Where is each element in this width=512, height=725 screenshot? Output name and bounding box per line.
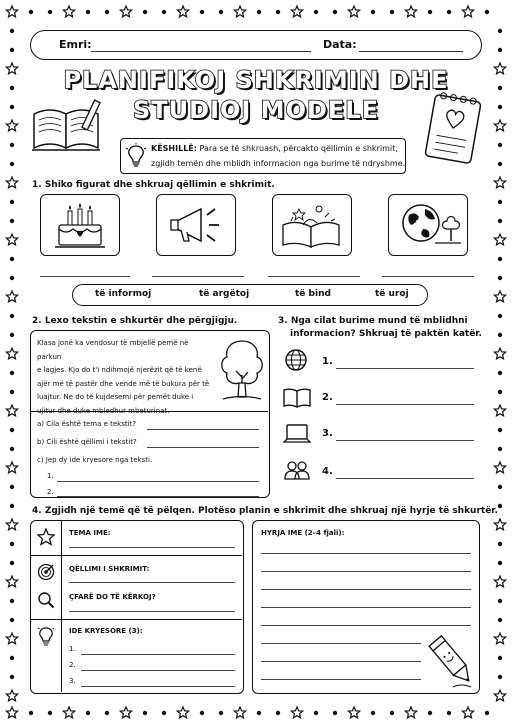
border-dot (371, 711, 375, 715)
border-dot (498, 257, 502, 261)
border-dot (498, 656, 502, 660)
answer-a-line[interactable] (147, 429, 259, 430)
question-a: a) Cila është tema e tekstit? (37, 420, 137, 428)
tip-text1: Para se të shkruash, përcakto qëllimin e shkrimit, (199, 144, 398, 153)
border-dot (200, 10, 204, 14)
border-dot (498, 542, 502, 546)
intro-line[interactable] (261, 679, 421, 680)
source-4-number: 4. (322, 466, 333, 477)
border-dot (428, 10, 432, 14)
border-dot (10, 447, 14, 451)
tree-icon (217, 337, 267, 403)
laptop-icon (282, 422, 312, 446)
purpose-line[interactable] (69, 582, 235, 583)
border-dot (498, 200, 502, 204)
border-dot (333, 10, 337, 14)
border-star (234, 6, 245, 17)
plan-box (30, 520, 244, 694)
border-dot (428, 711, 432, 715)
plan-divider-vertical (61, 521, 62, 692)
border-dot (257, 10, 261, 14)
border-dot (10, 257, 14, 261)
border-star (462, 6, 473, 17)
border-dot (10, 390, 14, 394)
border-dot (498, 447, 502, 451)
header-bar (30, 30, 482, 60)
notepad-heart-illustration (422, 88, 486, 168)
border-dot (498, 428, 502, 432)
answer-b-line[interactable] (147, 447, 259, 448)
border-dot (10, 504, 14, 508)
border-dot (10, 656, 14, 660)
idea-number-3: 3. (69, 677, 76, 685)
border-dot (10, 143, 14, 147)
border-dot (276, 10, 280, 14)
picture-card-3 (272, 194, 352, 256)
border-dot (498, 504, 502, 508)
answer-line-1[interactable] (40, 276, 130, 277)
target-icon (37, 563, 55, 581)
border-dot (485, 10, 489, 14)
border-star (494, 234, 505, 245)
border-dot (498, 143, 502, 147)
idea-number-1: 1. (69, 645, 76, 653)
section1-heading: 1. Shiko figurat dhe shkruaj qëllimin e shkrimit. (32, 180, 275, 190)
border-dot (219, 711, 223, 715)
border-dot (162, 711, 166, 715)
border-dot (48, 711, 52, 715)
border-star (494, 348, 505, 359)
border-dot (105, 711, 109, 715)
border-dot (10, 86, 14, 90)
border-dot (10, 219, 14, 223)
border-star (6, 405, 17, 416)
border-dot (314, 10, 318, 14)
tip-box (120, 138, 406, 174)
border-star (494, 405, 505, 416)
star-icon (37, 528, 55, 546)
border-dot (371, 10, 375, 14)
earth-icon (389, 195, 467, 255)
border-star (494, 633, 505, 644)
tip-label: KËSHILLË: (151, 144, 197, 153)
passage (37, 337, 215, 418)
border-dot (447, 711, 451, 715)
passage-line: e lagjes. Kjo do t'i ndihmojë njerëzit që të kenë (37, 366, 202, 374)
option-inform: të informoj (95, 289, 152, 299)
border-dot (498, 276, 502, 280)
border-dot (498, 618, 502, 622)
border-star (494, 177, 505, 188)
name-label: Emri: (59, 38, 92, 51)
intro-line[interactable] (261, 625, 471, 626)
border-dot (162, 10, 166, 14)
section2-heading: 2. Lexo tekstin e shkurtër dhe përgjigju. (32, 316, 238, 326)
border-star (6, 707, 17, 718)
border-dot (257, 711, 261, 715)
plan-divider (31, 555, 242, 556)
border-dot (447, 10, 451, 14)
border-dot (105, 10, 109, 14)
intro-line[interactable] (261, 571, 471, 572)
number-1: 1. (47, 472, 54, 480)
intro-line[interactable] (261, 607, 471, 608)
border-star (120, 6, 131, 17)
globe-icon (284, 348, 308, 372)
border-dot (10, 618, 14, 622)
border-star (494, 576, 505, 587)
source-3-line[interactable] (336, 440, 474, 441)
date-label: Data: (323, 38, 357, 51)
border-dot (485, 711, 489, 715)
border-star (6, 576, 17, 587)
border-dot (10, 561, 14, 565)
idea-1-line[interactable] (57, 481, 259, 482)
picture-card-2 (156, 194, 236, 256)
section3-heading-line1: 3. Nga cilat burime mund të mblidhni (278, 316, 468, 326)
border-star (494, 690, 505, 701)
border-star (6, 63, 17, 74)
topic-label: TEMA IME: (69, 529, 111, 537)
border-dot (143, 711, 147, 715)
name-field[interactable] (91, 51, 311, 52)
introduction-box (252, 520, 480, 694)
border-dot (10, 162, 14, 166)
border-star (494, 462, 505, 473)
border-star (291, 707, 302, 718)
border-dot (498, 29, 502, 33)
reading-box (30, 330, 270, 498)
border-dot (10, 200, 14, 204)
border-dot (10, 675, 14, 679)
research-line[interactable] (69, 611, 235, 612)
number-2: 2. (47, 488, 54, 496)
date-field[interactable] (359, 51, 463, 52)
border-star (177, 6, 188, 17)
border-star (6, 633, 17, 644)
section3-heading-line2: informacion? Shkruaj të paktën katër. (290, 329, 482, 339)
idea-bulb-icon (37, 625, 55, 647)
lightbulb-icon (125, 143, 147, 169)
border-dot (86, 10, 90, 14)
passage-line: luajtur. Ne do të kujdesemi për pemët duke i (37, 393, 194, 401)
smiling-pencil-icon (427, 631, 477, 691)
open-book-icon (273, 195, 351, 255)
passage-line: Klasa jonë ka vendosur të mbjellë pemë në parkun (37, 339, 189, 361)
picture-card-4 (388, 194, 468, 256)
border-star (494, 120, 505, 131)
border-dot (390, 10, 394, 14)
option-entertain: të argëtoj (199, 289, 250, 299)
border-dot (10, 485, 14, 489)
people-icon (282, 458, 312, 482)
intro-line[interactable] (261, 643, 421, 644)
border-star (177, 707, 188, 718)
border-dot (143, 10, 147, 14)
section4-heading: 4. Zgjidh një temë që të pëlqen. Plotëso planin e shkrimit dhe shkruaj një hyrje të shkurtër. (32, 506, 498, 516)
border-dot (10, 371, 14, 375)
source-4-line[interactable] (336, 478, 474, 479)
border-dot (498, 48, 502, 52)
divider (31, 411, 268, 412)
option-wish: të uroj (375, 289, 409, 299)
border-star (6, 120, 17, 131)
open-book-illustration (28, 96, 108, 156)
border-dot (29, 711, 33, 715)
page-title-line2: STUDIOJ MODELE (133, 96, 379, 124)
border-dot (86, 711, 90, 715)
idea-number-2: 2. (69, 661, 76, 669)
border-dot (498, 333, 502, 337)
border-star (291, 6, 302, 17)
border-dot (10, 542, 14, 546)
main-idea-3-line[interactable] (81, 686, 235, 687)
source-1-line[interactable] (336, 368, 474, 369)
book-icon (282, 386, 312, 410)
source-3-number: 3. (322, 428, 333, 439)
border-star (405, 6, 416, 17)
border-star (494, 519, 505, 530)
question-c: c) Jep dy ide kryesore nga teksti. (37, 456, 153, 464)
border-dot (10, 29, 14, 33)
border-dot (219, 10, 223, 14)
intro-line[interactable] (261, 589, 471, 590)
border-star (120, 707, 131, 718)
border-dot (498, 599, 502, 603)
passage-line: ujitur dhe duke mbledhur mbeturinat. (37, 406, 170, 415)
border-dot (498, 561, 502, 565)
option-persuade: të bind (295, 289, 331, 299)
intro-line[interactable] (261, 553, 471, 554)
border-star (462, 707, 473, 718)
border-dot (276, 711, 280, 715)
idea-2-line[interactable] (57, 496, 259, 497)
border-dot (10, 276, 14, 280)
border-dot (200, 711, 204, 715)
border-dot (10, 314, 14, 318)
border-dot (10, 428, 14, 432)
border-star (63, 6, 74, 17)
border-dot (498, 371, 502, 375)
source-2-number: 2. (322, 392, 333, 403)
main-idea-2-line[interactable] (81, 670, 235, 671)
border-dot (498, 314, 502, 318)
border-star (6, 291, 17, 302)
purpose-options-bar (72, 284, 428, 306)
magnifier-icon (37, 591, 55, 609)
border-star (6, 519, 17, 530)
border-dot (498, 105, 502, 109)
border-star (405, 707, 416, 718)
intro-line[interactable] (261, 661, 421, 662)
border-dot (333, 711, 337, 715)
answer-line-4[interactable] (382, 276, 474, 277)
border-dot (498, 390, 502, 394)
border-star (63, 707, 74, 718)
border-star (6, 177, 17, 188)
border-dot (314, 711, 318, 715)
border-star (494, 291, 505, 302)
worksheet (24, 26, 498, 698)
tip-text2: zgjidh temën dhe mblidh informacion nga burime të ndryshme. (151, 159, 406, 168)
research-label: ÇFARË DO TË KËRKOJ? (69, 593, 156, 601)
border-star (234, 707, 245, 718)
border-dot (498, 86, 502, 90)
plan-divider (31, 619, 242, 620)
border-star (6, 462, 17, 473)
border-dot (10, 599, 14, 603)
border-dot (10, 333, 14, 337)
border-star (6, 6, 17, 17)
border-dot (498, 675, 502, 679)
main-idea-1-line[interactable] (81, 654, 235, 655)
border-dot (10, 48, 14, 52)
border-dot (498, 485, 502, 489)
border-star (6, 234, 17, 245)
source-1-number: 1. (322, 356, 333, 367)
border-dot (498, 219, 502, 223)
purpose-label: QËLLIMI I SHKRIMIT: (69, 565, 150, 573)
answer-line-3[interactable] (268, 276, 360, 277)
source-2-line[interactable] (336, 404, 474, 405)
introduction-label: HYRJA IME (2–4 fjali): (261, 529, 345, 537)
border-star (494, 63, 505, 74)
border-dot (390, 711, 394, 715)
border-star (348, 6, 359, 17)
main-ideas-label: IDE KRYESORE (3): (69, 627, 143, 635)
border-star (348, 707, 359, 718)
answer-line-2[interactable] (152, 276, 244, 277)
border-star (6, 690, 17, 701)
tip-line1 (151, 144, 398, 153)
birthday-cake-icon (41, 195, 119, 255)
question-b: b) Cili është qëllimi i tekstit? (37, 438, 137, 446)
border-dot (48, 10, 52, 14)
picture-card-1 (40, 194, 120, 256)
passage-line: ajër më të pastër dhe vende më të bukura për të (37, 379, 210, 388)
megaphone-icon (157, 195, 235, 255)
border-star (6, 348, 17, 359)
border-dot (29, 10, 33, 14)
border-dot (10, 105, 14, 109)
page-title-line1: PLANIFIKOJ SHKRIMIN DHE (63, 66, 449, 94)
topic-line[interactable] (69, 547, 235, 548)
border-dot (498, 162, 502, 166)
